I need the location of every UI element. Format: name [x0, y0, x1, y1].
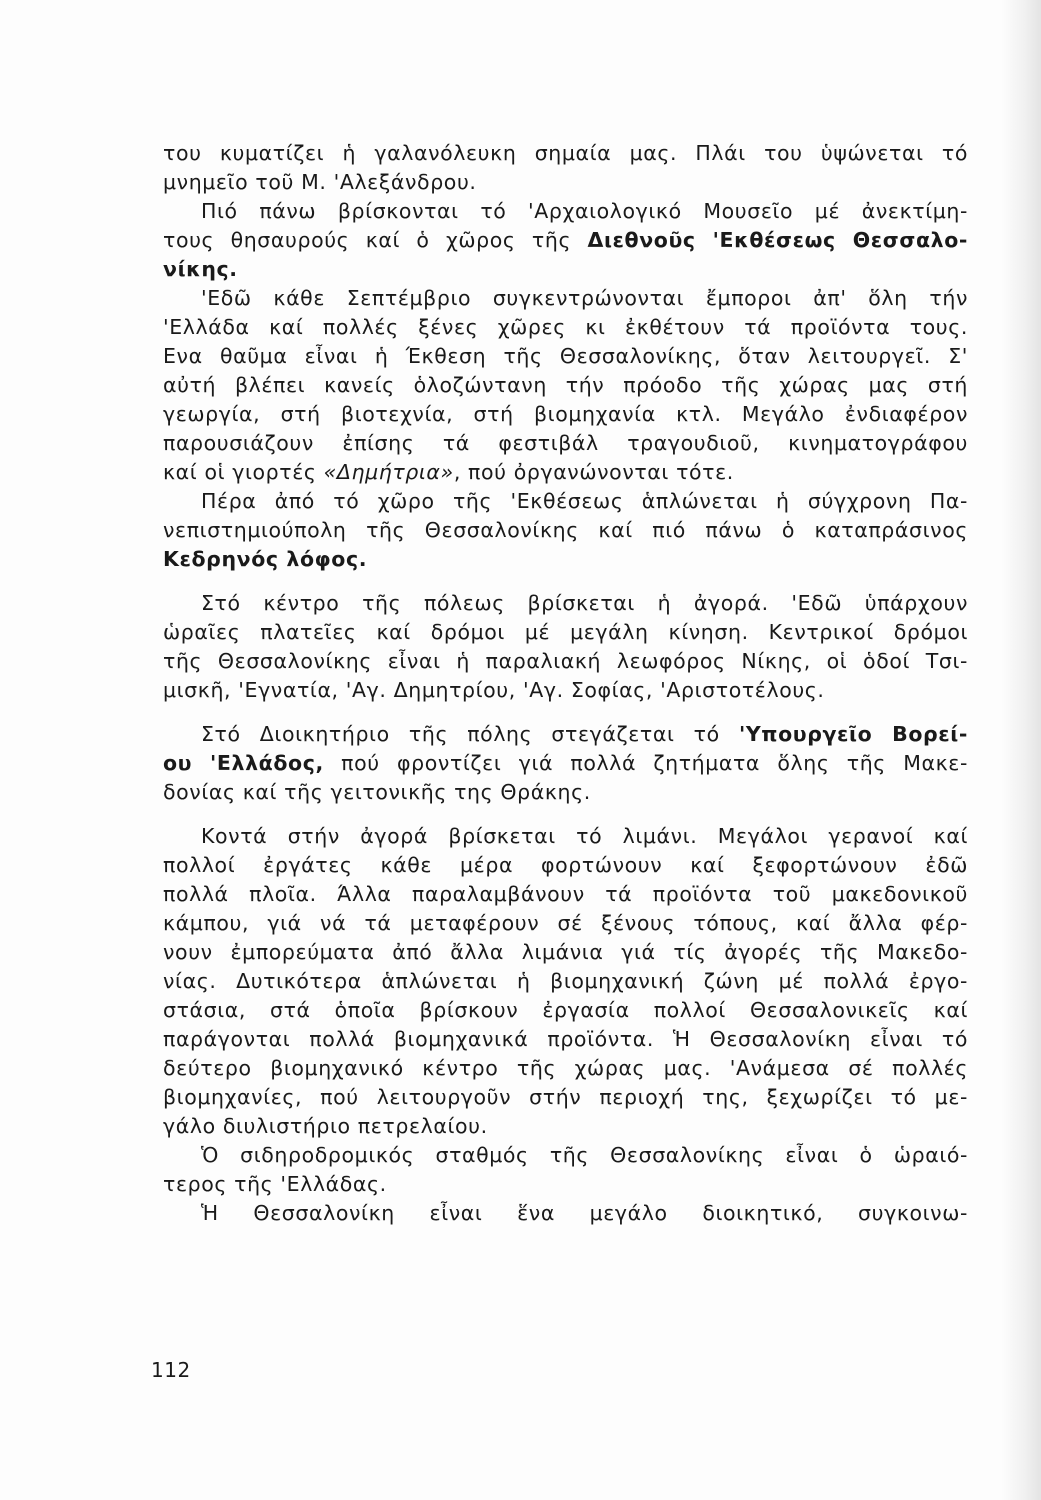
paragraph-start: Στό κέντρο τῆς πόλεως βρίσκεται ἡ ἀγορά. 'Εδῶ ὑπάρχουν	[201, 591, 968, 615]
text-line: νουν ἐμπορεύματα ἀπό ἄλλα λιμάνια γιά τίς ἀγορές τῆς Μακεδο-	[163, 940, 968, 964]
text-line: γεωργία, στή βιοτεχνία, στή βιομηχανία κτλ. Μεγάλο ἐνδιαφέρον	[163, 402, 968, 426]
italic-term: «Δημήτρια»	[323, 460, 454, 484]
text-run: καί οἱ γιορτές	[163, 460, 324, 484]
text-line: δεύτερο βιομηχανικό κέντρο τῆς χώρας μας. 'Ανάμεσα σέ πολλές	[163, 1056, 968, 1080]
paragraph-gap	[163, 574, 968, 589]
bold-term: νίκης.	[163, 257, 238, 281]
text-line: τῆς Θεσσαλονίκης εἶναι ἡ παραλιακή λεωφόρος Νίκης, οἱ ὁδοί Τσι-	[163, 649, 968, 673]
text-line: ὡραῖες πλατεῖες καί δρόμοι μέ μεγάλη κίνηση. Κεντρικοί δρόμοι	[163, 620, 968, 644]
page-number: 112	[151, 1358, 191, 1382]
text-line	[163, 749, 968, 778]
text-line: νίας. Δυτικότερα ἁπλώνεται ἡ βιομηχανική ζώνη μέ πολλά ἐργο-	[163, 969, 968, 993]
text-line: μισκῆ, 'Εγνατία, 'Αγ. Δημητρίου, 'Αγ. Σοφίας, 'Αριστοτέλους.	[163, 678, 825, 702]
paragraph-start: Ὁ σιδηροδρομικός σταθμός τῆς Θεσσαλονίκης εἶναι ὁ ὡραιό-	[201, 1143, 968, 1167]
text-line: παράγονται πολλά βιομηχανικά προϊόντα. Ἡ Θεσσαλονίκη εἶναι τό	[163, 1027, 968, 1051]
text-line: δονίας καί τῆς γειτονικῆς της Θράκης.	[163, 780, 591, 804]
text-line: βιομηχανίες, πού λειτουργοῦν στήν περιοχή της, ξεχωρίζει τό με-	[163, 1085, 968, 1109]
text-line: γάλο διυλιστήριο πετρελαίου.	[163, 1114, 488, 1138]
bold-term: Διεθνοῦς 'Εκθέσεως Θεσσαλο-	[587, 228, 968, 252]
text-line	[163, 458, 968, 487]
page-edge-shadow	[1001, 0, 1041, 1500]
text-line	[163, 226, 968, 255]
text-line: στάσια, στά ὁποῖα βρίσκουν ἐργασία πολλοί Θεσσαλονικεῖς καί	[163, 998, 968, 1022]
paragraph-start	[163, 720, 968, 749]
paragraph-gap	[163, 705, 968, 720]
text-line: πολλά πλοῖα. Άλλα παραλαμβάνουν τά προϊόντα τοῦ μακεδονικοῦ	[163, 882, 968, 906]
text-line: κάμπου, γιά νά τά μεταφέρουν σέ ξένους τόπους, καί ἄλλα φέρ-	[163, 911, 968, 935]
text-run: πού φροντίζει γιά πολλά ζητήματα ὅλης τῆς Μακε-	[323, 751, 968, 775]
text-line: Ενα θαῦμα εἶναι ἡ Έκθεση τῆς Θεσσαλονίκης, ὅταν λειτουργεῖ. Σ'	[163, 344, 968, 368]
paragraph-start: 'Εδῶ κάθε Σεπτέμβριο συγκεντρώνονται ἔμποροι ἀπ' ὅλη τήν	[201, 286, 968, 310]
bold-term: Κεδρηνός λόφος.	[163, 547, 368, 571]
text-run: Στό Διοικητήριο τῆς πόλης στεγάζεται τό	[201, 722, 739, 746]
text-line: αὐτή βλέπει κανείς ὁλοζώντανη τήν πρόοδο τῆς χώρας μας στή	[163, 373, 968, 397]
text-line: νεπιστημιούπολη τῆς Θεσσαλονίκης καί πιό πάνω ὁ καταπράσινος	[163, 518, 968, 542]
paragraph-start: Πιό πάνω βρίσκονται τό 'Αρχαιολογικό Μουσεῖο μέ ἀνεκτίμη-	[201, 199, 968, 223]
paragraph-start: Κοντά στήν ἀγορά βρίσκεται τό λιμάνι. Μεγάλοι γερανοί καί	[201, 824, 968, 848]
paragraph-start: Πέρα ἀπό τό χῶρο τῆς 'Εκθέσεως ἁπλώνεται ἡ σύγχρονη Πα-	[201, 489, 968, 513]
text-run: τους θησαυρούς καί ὁ χῶρος τῆς	[163, 228, 588, 252]
paragraph-gap	[163, 807, 968, 822]
text-line: του κυματίζει ἡ γαλανόλευκη σημαία μας. Πλάι του ὑψώνεται τό	[163, 141, 968, 165]
paragraph-start: Ἡ Θεσσαλονίκη εἶναι ἕνα μεγάλο διοικητικό, συγκοινω-	[201, 1201, 968, 1225]
text-line: μνημεῖο τοῦ Μ. 'Αλεξάνδρου.	[163, 170, 477, 194]
text-line: τερος τῆς 'Ελλάδας.	[163, 1172, 387, 1196]
text-run: , πού ὀργανώνονται τότε.	[453, 460, 734, 484]
text-line: παρουσιάζουν ἐπίσης τά φεστιβάλ τραγουδιοῦ, κινηματογράφου	[163, 431, 968, 455]
bold-term: ου 'Ελλάδος,	[163, 751, 324, 775]
text-line: πολλοί ἐργάτες κάθε μέρα φορτώνουν καί ξεφορτώνουν ἐδῶ	[163, 853, 968, 877]
bold-term: 'Υπουργεῖο Βορεί-	[738, 722, 968, 746]
text-line: 'Ελλάδα καί πολλές ξένες χῶρες κι ἐκθέτουν τά προϊόντα τους.	[163, 315, 968, 339]
body-text	[163, 139, 968, 1228]
